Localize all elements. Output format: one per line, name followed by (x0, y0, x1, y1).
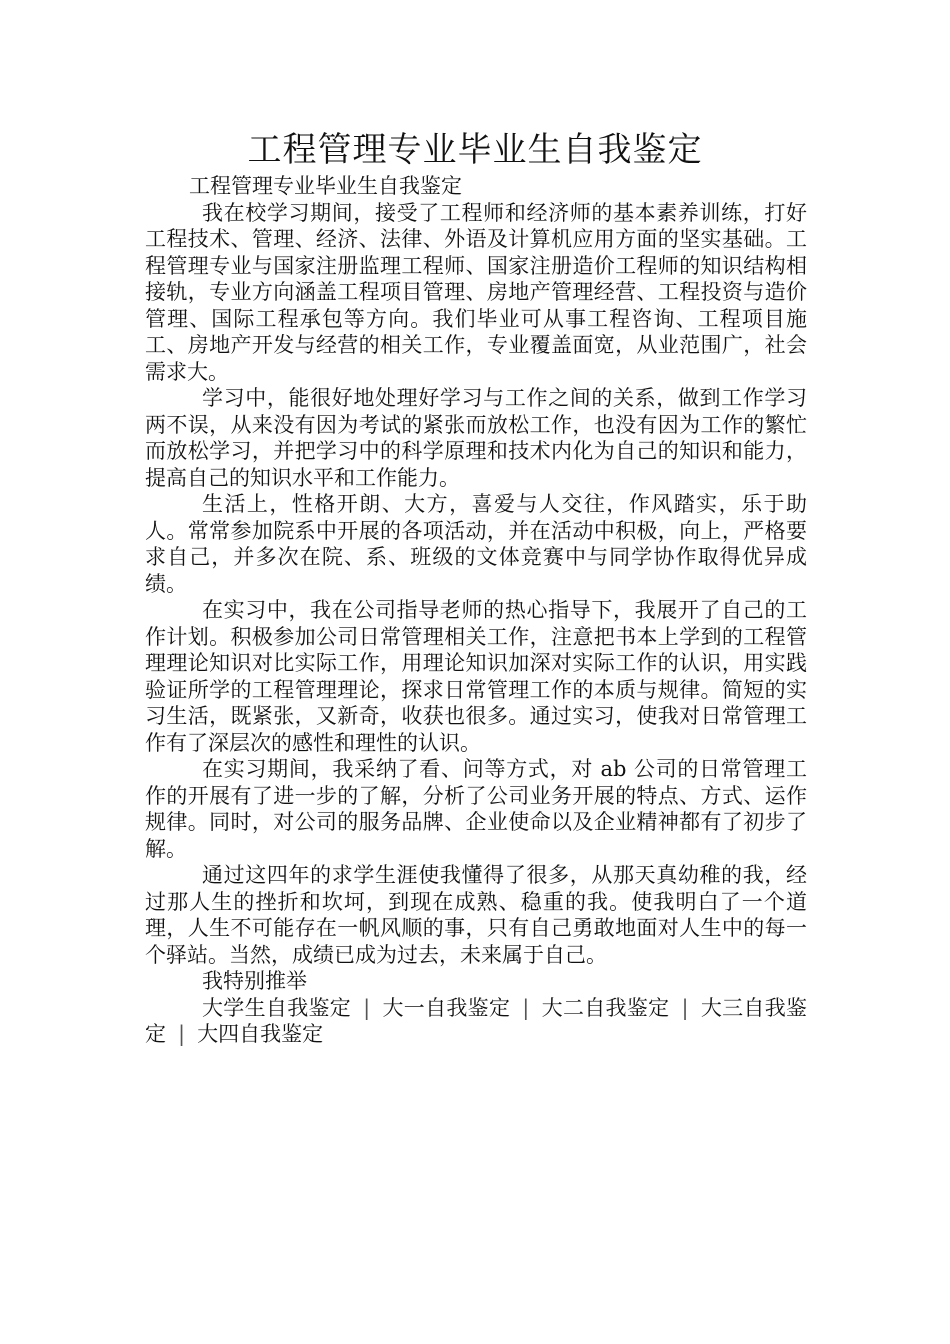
recommend-label: 我特别推举 (202, 969, 307, 993)
paragraph-internship: 在实习中，我在公司指导老师的热心指导下，我展开了自己的工作计划。积极参加公司日常管理相关工作，注意把书本上学到的工程管理理论知识对比实际工作，用理论知识加深对实际工作的认识，用实践验证所学的工程管理理论，探求日常管理工作的本质与规律。简短的实习生活，既紧张，又新奇，收获也很多。通过实习，使我对日常管理工作有了深层次的感性和理性的认识。 (145, 598, 807, 755)
related-link-freshman[interactable]: 大一自我鉴定 (382, 995, 511, 1020)
related-link-junior[interactable]: 大三自我鉴定 (145, 995, 808, 1046)
document-subtitle: 工程管理专业毕业生自我鉴定 (189, 174, 462, 198)
paragraph-conclusion: 通过这四年的求学生涯使我懂得了很多，从那天真幼稚的我，经过那人生的挫折和坎坷，到现在成熟、稳重的我。使我明白了一个道理，人生不可能存在一帆风顺的事，只有自己勇敢地面对人生中的每一个驿站。当然，成绩已成为过去，未来属于自己。 (145, 863, 807, 967)
related-link-college[interactable]: 大学生自我鉴定 (202, 995, 352, 1020)
paragraph-learning: 学习中，能很好地处理好学习与工作之间的关系，做到工作学习两不误，从来没有因为考试的紧张而放松工作，也没有因为工作的繁忙而放松学习，并把学习中的科学原理和技术内化为自己的知识和能力，提高自己的知识水平和工作能力。 (145, 386, 807, 490)
document-body (145, 173, 807, 1048)
link-separator: | (522, 995, 530, 1020)
link-separator: | (178, 1022, 186, 1046)
link-separator: | (681, 995, 689, 1020)
paragraph-internship-period: 在实习期间，我采纳了看、问等方式，对 ab 公司的日常管理工作的开展有了进一步的了解，分析了公司业务开展的特点、方式、运作规律。同时，对公司的服务品牌、企业使命以及企业精神都有了初步了解。 (145, 757, 807, 861)
related-links (145, 995, 807, 1048)
paragraph-study: 我在校学习期间，接受了工程师和经济师的基本素养训练，打好工程技术、管理、经济、法律、外语及计算机应用方面的坚实基础。工程管理专业与国家注册监理工程师、国家注册造价工程师的知识结构相接轨，专业方向涵盖工程项目管理、房地产管理经营、工程投资与造价管理、国际工程承包等方向。我们毕业可从事工程咨询、工程项目施工、房地产开发与经营的相关工作，专业覆盖面宽，从业范围广，社会需求大。 (145, 200, 807, 384)
paragraph-life: 生活上，性格开朗、大方，喜爱与人交往，作风踏实，乐于助人。常常参加院系中开展的各项活动，并在活动中积极，向上，严格要求自己，并多次在院、系、班级的文体竞赛中与同学协作取得优异成绩。 (145, 492, 807, 596)
document-title: 工程管理专业毕业生自我鉴定 (247, 130, 703, 170)
link-separator: | (363, 995, 371, 1020)
related-link-senior[interactable]: 大四自我鉴定 (197, 1022, 324, 1046)
related-link-sophomore[interactable]: 大二自我鉴定 (541, 995, 670, 1020)
